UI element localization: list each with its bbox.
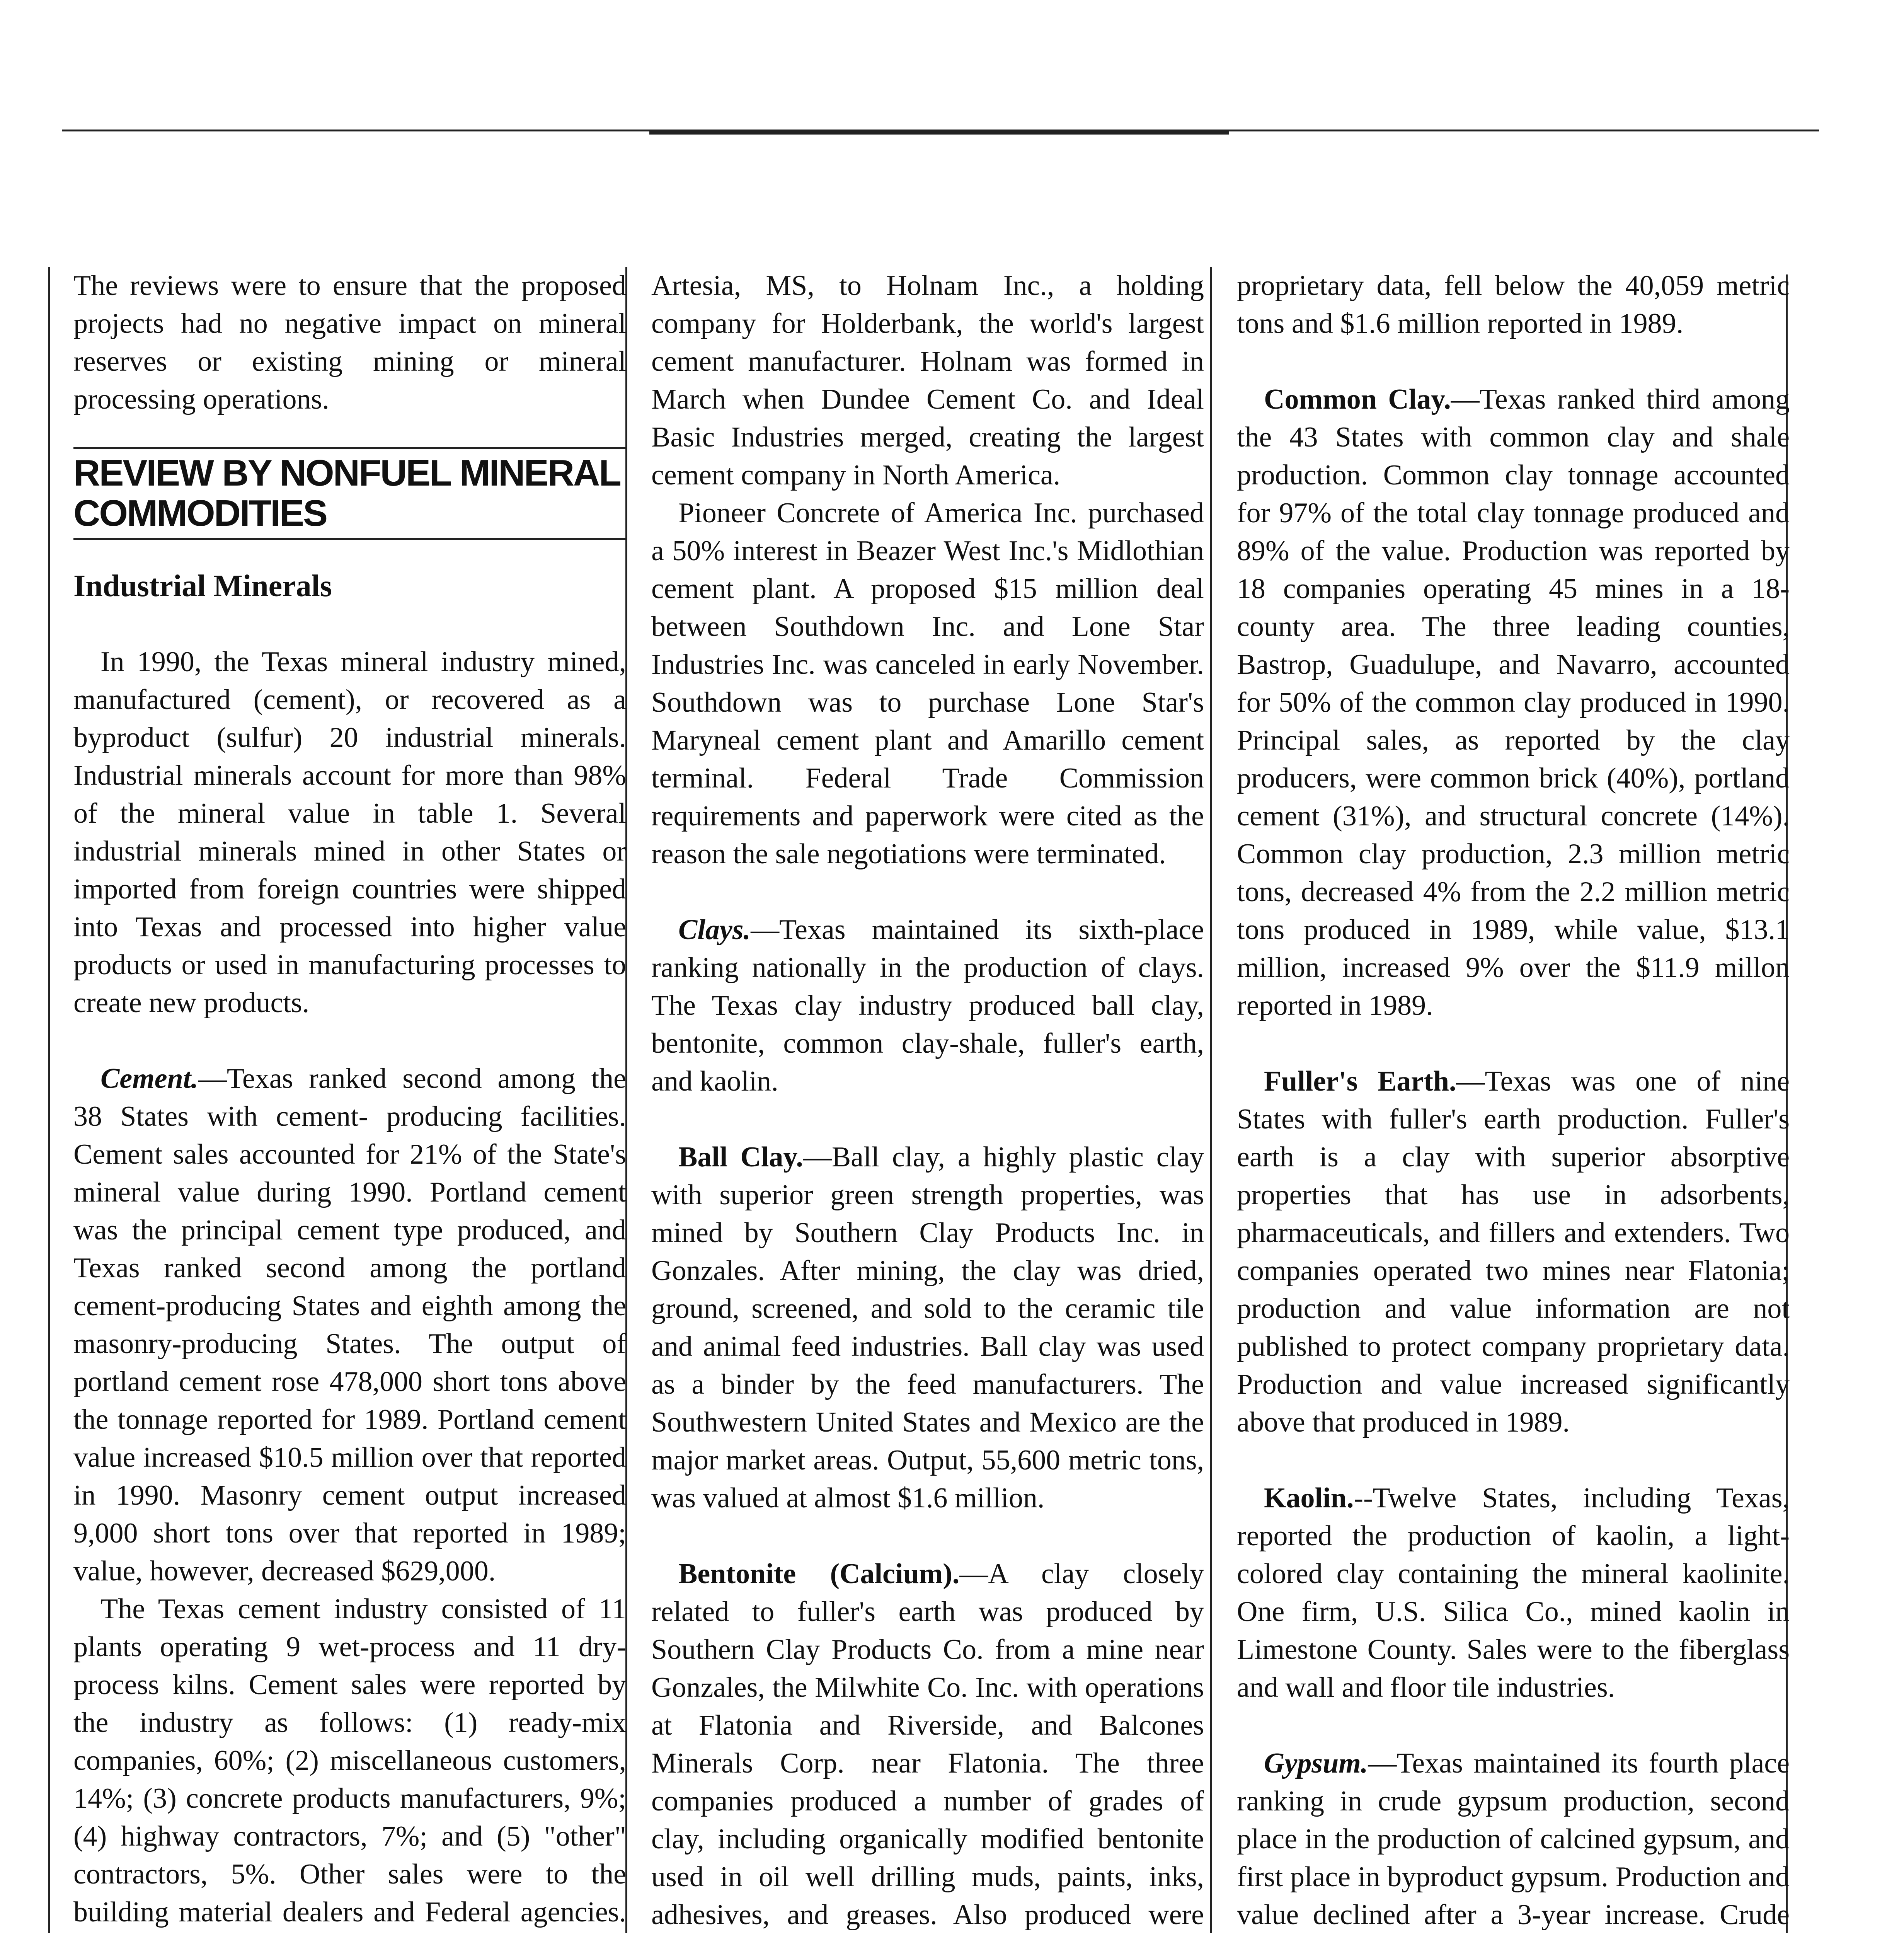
- column-1: [73, 267, 626, 1933]
- subsection-heading: Industrial Minerals: [73, 569, 332, 603]
- top-rule-accent: [649, 130, 1229, 135]
- run-in-heading: Cement.: [100, 1063, 198, 1094]
- paragraph: Pioneer Concrete of America Inc. purchased a 50% interest in Beazer West Inc.'s Midlothian cement plant. A proposed $15 million deal between Southdown Inc. and Lone Star Industries Inc. was canceled in early November. Southdown was to purchase Lone Star's Maryneal cement plant and Amarillo cement terminal. Federal Trade Commission requirements and paperwork were cited as the reason the sale negotiations were terminated.: [651, 497, 1204, 870]
- run-in-heading: Clays.: [678, 914, 751, 946]
- paragraph-kaolin: Kaolin.--Twelve States, including Texas, reported the production of kaolin, a light-colored clay containing the mineral kaolinite. One firm, U.S. Silica Co., mined kaolin in Limestone County. Sales were to the fiberglass and wall and floor tile industries.: [1237, 1482, 1790, 1703]
- run-in-heading: Bentonite (Calcium).: [678, 1558, 960, 1590]
- paragraph-bentonite: Bentonite (Calcium).—A clay closely related to fuller's earth was produced by Southern Clay Products Co. from a mine near Gonzales, the Milwhite Co. Inc. with operations at Flatonia and Riverside, and Balcones Minerals Corp. near Flatonia. The three companies produced a number of grades of clay, including organically modified bentonite used in oil well drilling muds, paints, inks, adhesives, and greases. Also produced were: [651, 1558, 1204, 1931]
- run-in-heading: Gypsum.: [1264, 1747, 1368, 1779]
- run-in-heading: Common Clay.: [1264, 384, 1451, 415]
- paragraph: In 1990, the Texas mineral industry mined, manufactured (cement), or recovered as a byproduct (sulfur) 20 industrial minerals. Industrial minerals account for more than 98% of the mineral value in table 1. Several industrial minerals mined in other States or imported from foreign countries were shipped into Texas and processed into higher value products or used in manufacturing processes to create new products.: [73, 646, 626, 1019]
- paragraph-clays: Clays.—Texas maintained its sixth-place ranking nationally in the production of clays. The Texas clay industry produced ball clay, bentonite, common clay-shale, fuller's earth, and kaolin.: [651, 914, 1204, 1097]
- paragraph-common-clay: Common Clay.—Texas ranked third among the 43 States with common clay and shale production. Common clay tonnage accounted for 97% of the total clay tonnage produced and 89% of the value. Production was reported by 18 companies operating 45 mines in a 18-county area. The three leading counties, Bastrop, Guadulupe, and Navarro, accounted for 50% of the common clay produced in 1990. Principal sales, as reported by the clay producers, were common brick (40%), portland cement (31%), and structural concrete (14%). Common clay production, 2.3 million metric tons, decreased 4% from the 2.2 million metric tons produced in 1989, while value, $13.1 million, increased 9% over the $11.9 millon reported in 1989.: [1237, 384, 1790, 1021]
- column-rule-2: [1210, 267, 1212, 1933]
- column-rule-left: [48, 267, 50, 1933]
- paragraph: The reviews were to ensure that the proposed projects had no negative impact on mineral reserves or existing mining or mineral processing operations.: [73, 270, 626, 415]
- paragraph: proprietary data, fell below the 40,059 metric tons and $1.6 million reported in 1989.: [1237, 270, 1790, 339]
- paragraph-cement: Cement.—Texas ranked second among the 38 States with cement- producing facilities. Cement sales accounted for 21% of the State's mineral value during 1990. Portland cement was the principal cement type produced, and Texas ranked second among the portland cement-producing States and eighth among the masonry-producing States. The output of portland cement rose 478,000 short tons above the tonnage reported for 1989. Portland cement value increased $10.5 million over that reported in 1990. Masonry cement output increased 9,000 short tons over that reported in 1989; value, however, decreased $629,000.: [73, 1063, 626, 1587]
- column-2: [651, 267, 1204, 1933]
- column-3: [1237, 267, 1790, 1933]
- section-heading: REVIEW BY NONFUEL MINERAL COMMODITIES: [73, 447, 626, 540]
- paragraph-gypsum: Gypsum.—Texas maintained its fourth place ranking in crude gypsum production, second place in the production of calcined gypsum, and first place in byproduct gypsum. Production and value declined after a 3-year increase. Crude: [1237, 1747, 1790, 1931]
- run-in-heading: Kaolin.: [1264, 1482, 1354, 1514]
- run-in-heading: Ball Clay.: [678, 1141, 803, 1173]
- paragraph-ball-clay: Ball Clay.—Ball clay, a highly plastic clay with superior green strength properties, was mined by Southern Clay Products Inc. in Gonzales. After mining, the clay was dried, ground, screened, and sold to the ceramic tile and animal feed industries. Ball clay was used as a binder by the feed manufacturers. The Southwestern United States and Mexico are the major market areas. Output, 55,600 metric tons, was valued at almost $1.6 million.: [651, 1141, 1204, 1514]
- paragraph-fullers-earth: Fuller's Earth.—Texas was one of nine States with fuller's earth production. Fuller's earth is a clay with superior absorptive properties that has use in adsorbents, pharmaceuticals, and fillers and extenders. Two companies operated two mines near Flatonia; production and value information are not published to protect company proprietary data. Production and value increased significantly above that produced in 1989.: [1237, 1065, 1790, 1438]
- paragraph: Artesia, MS, to Holnam Inc., a holding company for Holderbank, the world's largest cement manufacturer. Holnam was formed in March when Dundee Cement Co. and Ideal Basic Industries merged, creating the largest cement company in North America.: [651, 270, 1204, 491]
- paragraph: The Texas cement industry consisted of 11 plants operating 9 wet-process and 11 dry-process kilns. Cement sales were reported by the industry as follows: (1) ready-mix companies, 60%; (2) miscellaneous customers, 14%; (3) concrete products manufacturers, 9%; (4) highway contractors, 7%; and (5) "other" contractors, 5%. Other sales were to the building material dealers and Federal agencies.: [73, 1593, 626, 1928]
- run-in-heading: Fuller's Earth.: [1264, 1065, 1456, 1097]
